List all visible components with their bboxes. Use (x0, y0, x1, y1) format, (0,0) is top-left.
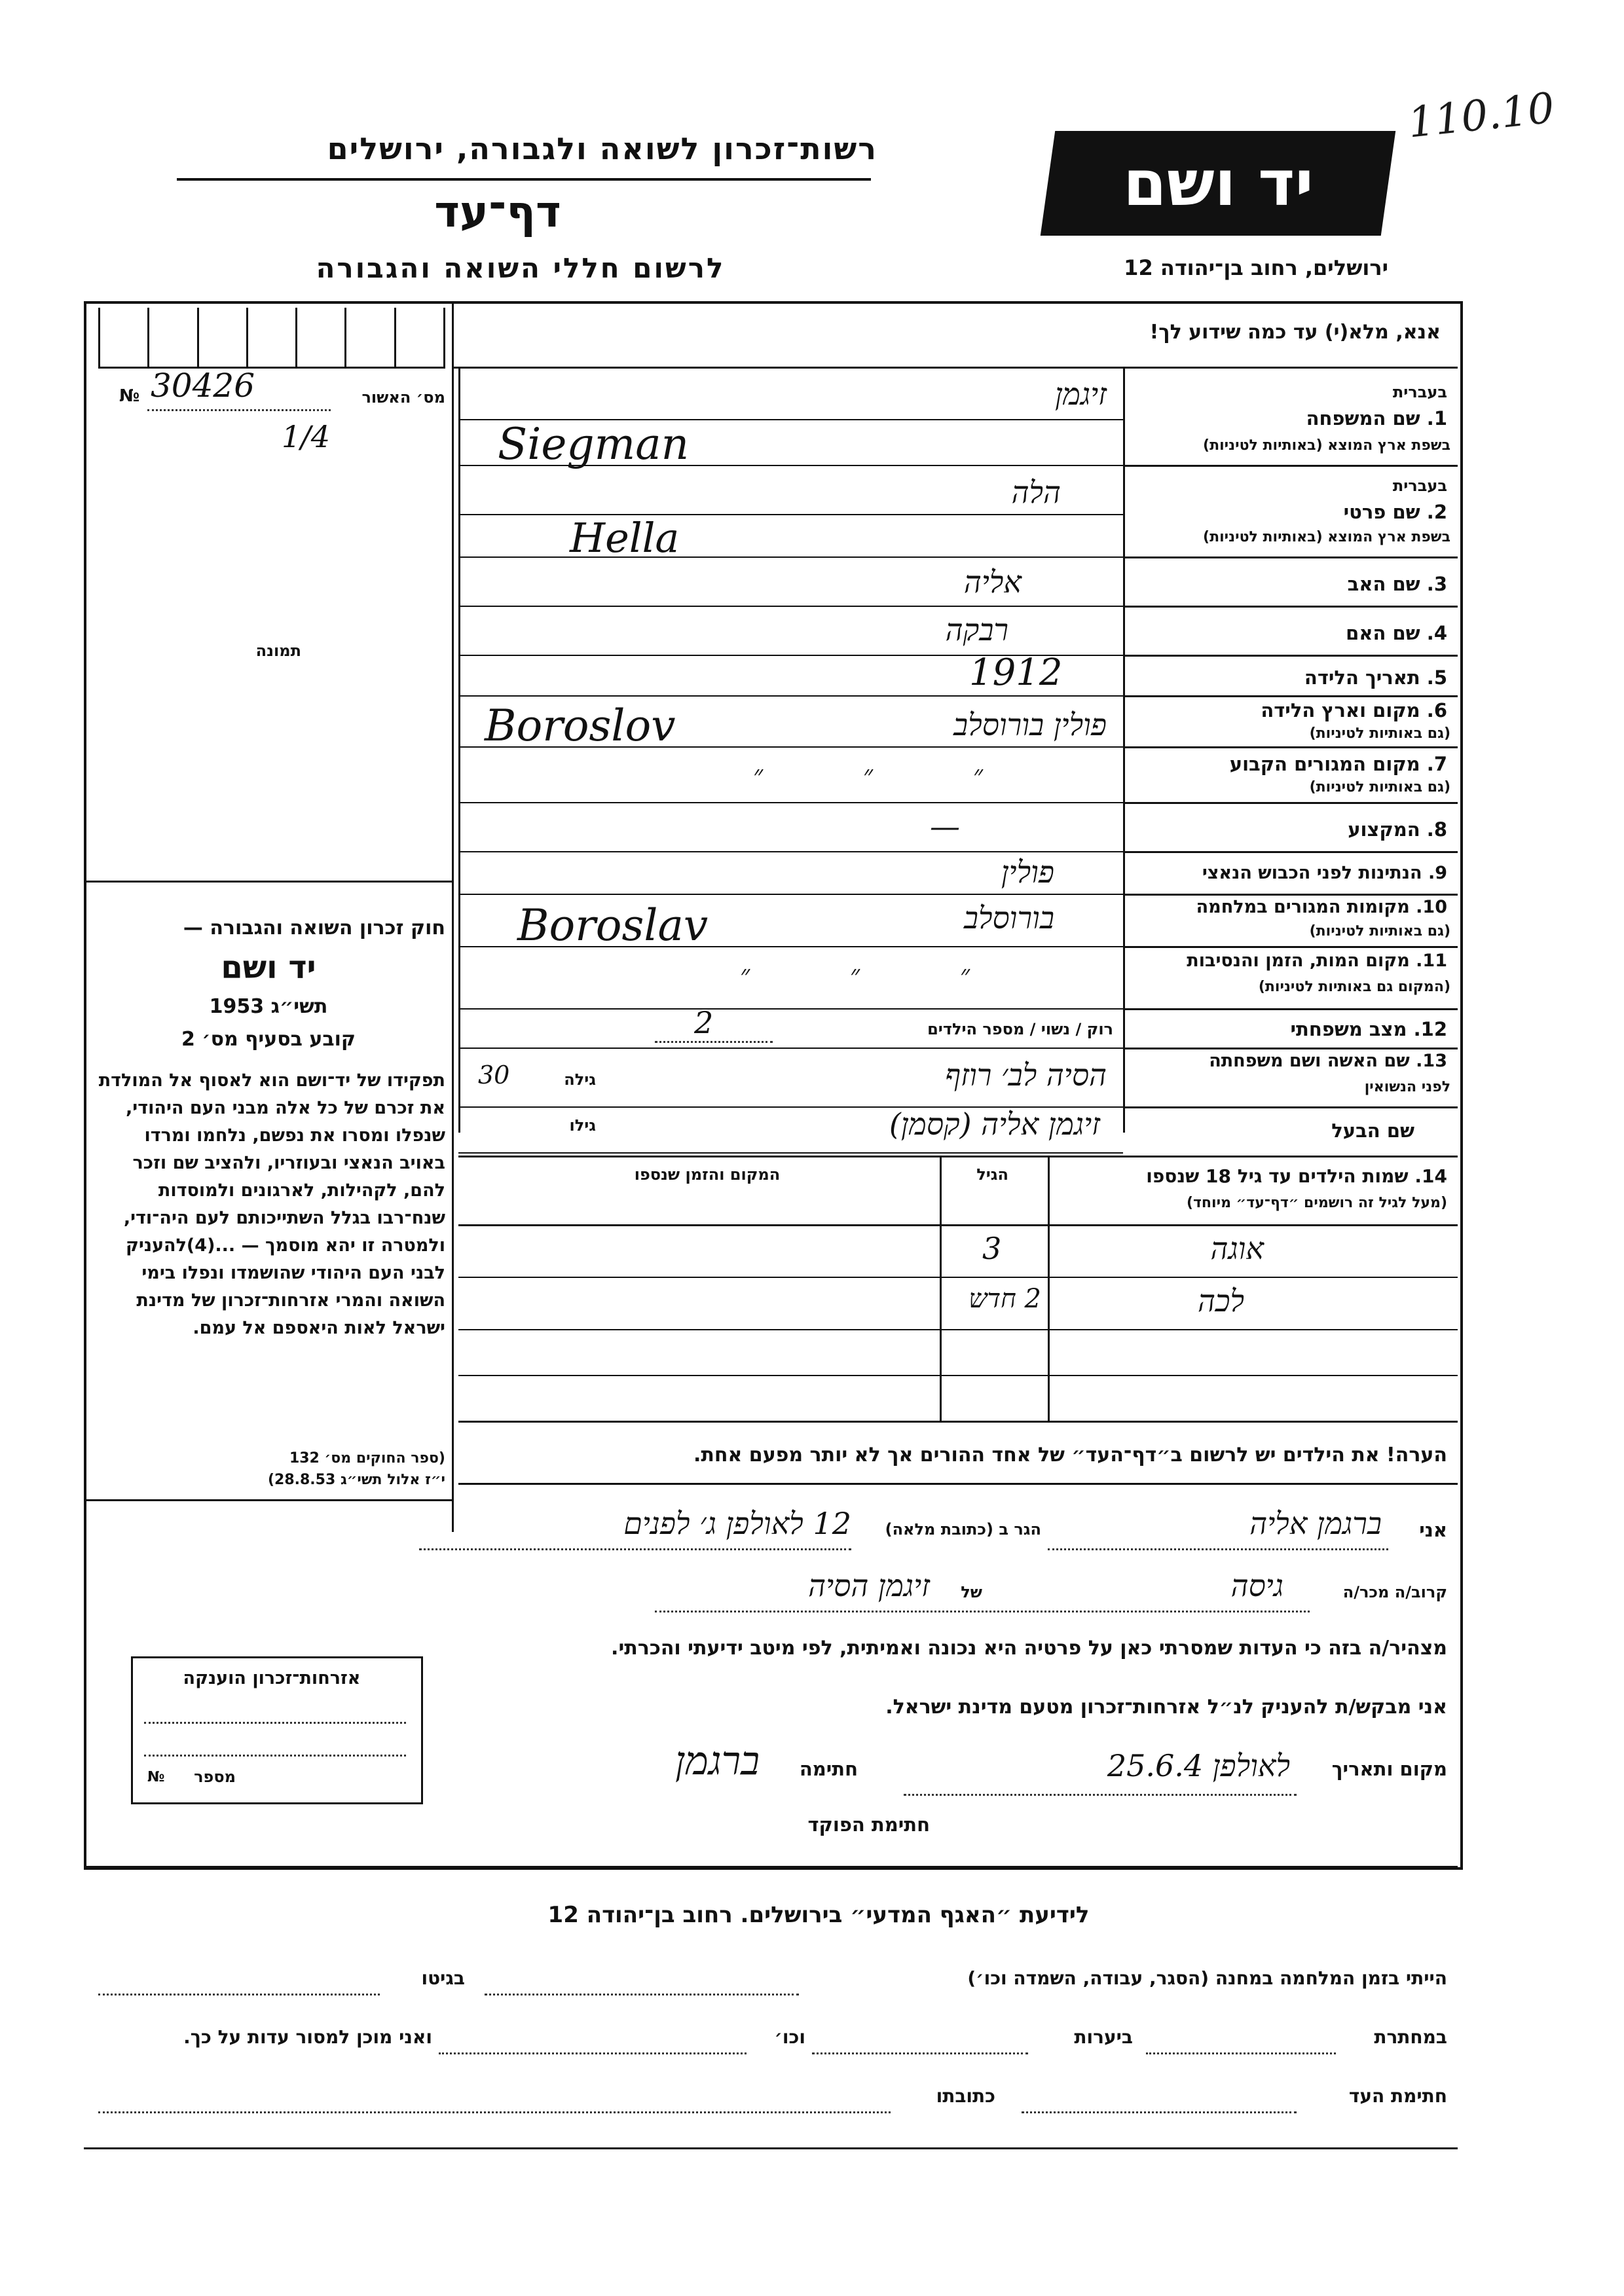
children-bottom-line (458, 1421, 1458, 1423)
row-sep-10 (1123, 946, 1458, 948)
row-sep-13 (1123, 1106, 1458, 1108)
field-5-label: 5. תאריך הלידה (1304, 666, 1447, 689)
decl-official-label: חתימת הפוקד (807, 1813, 930, 1836)
value-line-14 (458, 1152, 1123, 1154)
field-13-label: 13. שם האשה ושם משפחתה (1209, 1051, 1447, 1071)
field-8-label: 8. המקצוע (1348, 818, 1447, 841)
husband-label: שם הבעל (1331, 1120, 1414, 1142)
footer-line1-dots-a (485, 1994, 799, 1995)
children-age-header: הגיל (976, 1165, 1008, 1184)
note-text: הערה! את הילדים יש לרשום ב״דף־העד״ של אחד ההורים אך לא יותר מפעם אחת. (693, 1444, 1447, 1467)
law-clause: קובע בסעיף מס׳ 2 (181, 1028, 356, 1051)
children-title: 14. שמות הילדים עד גיל 18 שנספו (1146, 1165, 1447, 1187)
field-3-value: אליה (963, 564, 1022, 600)
field-3-label: 3. שם האב (1347, 573, 1447, 595)
id-tick-boxes (98, 308, 445, 369)
row-sep-6 (1123, 746, 1458, 748)
address: ירושלים, רחוב בן־יהודה 12 (1124, 255, 1388, 280)
authority-title: רשות־זכרון לשואה ולגבורה, ירושלים (327, 131, 877, 166)
note-bottom-line (458, 1483, 1458, 1485)
footer-line3-witness-signature: חתימת העד (1348, 2085, 1447, 2107)
footer-line2-dots-b (812, 2052, 1028, 2054)
left-column-divider (452, 301, 454, 1532)
row-sep-5 (1123, 695, 1458, 697)
field-11-value: ״ ״ ״ (740, 960, 1016, 990)
decl-place-date-label: מקום ותאריך (1331, 1758, 1447, 1780)
law-text: תפקידו של יד־ושם הוא לאסוף אל המולדת את זכרם של כל אלה מבני העם היהודי, שנפלו ומסרו את נפשם, נלחמו ומרדו באויב הנאצי ובעוזריו, ולהציב שם וזכר להם, לקהילות, לארגונים ולמוסדות שנח־רבו בגלל השתייכותם לעם היה־ודי, ולמטרה זו יהא מוסמך — ...(4)להעניק לבני העם היהודי שהושמדו ונפלו בימי השואה והמרי אזרחות־זכרון של מדינת ישראל לאות היאספם אל עמם. (98, 1070, 445, 1338)
value-line-11 (458, 1008, 1123, 1010)
footer-line2-ready: ואני מוכן למסור עדות על כך. (183, 2026, 432, 2048)
citizenship-no-symbol: № (147, 1769, 165, 1785)
field-10-value-hebrew: בורוסלב (963, 900, 1054, 936)
field-5-value: 1912 (969, 651, 1063, 694)
field-13-age-label: גילה (564, 1070, 596, 1089)
value-line-2b (458, 556, 1123, 558)
value-line-2a (458, 514, 1123, 515)
child-2-name: לכה (1198, 1283, 1244, 1319)
child-2-age: 2 חדש (969, 1284, 1041, 1314)
approval-sub-number: 1/4 (282, 419, 331, 454)
law-ref-2: י״ז אלול תשי״ג 28.8.53) (267, 1472, 445, 1488)
footer-line3-dots-b (98, 2111, 891, 2113)
children-row-line-3 (458, 1375, 1458, 1376)
field-2-value-latin: Hella (570, 514, 680, 562)
approval-no-symbol: № (119, 386, 140, 406)
children-col-1 (940, 1156, 942, 1421)
approval-number: 30426 (151, 367, 255, 405)
field-1-value-latin: Siegman (498, 419, 690, 469)
row-sep-11 (1123, 1008, 1458, 1010)
photo-label: תמונה (255, 642, 301, 660)
husband-value: זיגמן אליה (קסמן) (889, 1106, 1100, 1142)
decl-of-label: של (961, 1583, 982, 1601)
footer-title: לידיעת ״האגף המדעי״ בירושלים. רחוב בן־יהודה 12 (547, 1902, 1090, 1928)
label-column-divider (1123, 367, 1125, 1133)
field-6-value-latin: Boroslov (485, 701, 676, 751)
field-4-label: 4. שם האם (1346, 622, 1447, 644)
intro-text: אנא, מלא(י) עד כמה שידוע לך! (1149, 321, 1441, 344)
value-line-5 (458, 695, 1123, 697)
child-1-name: אוגה (1210, 1231, 1264, 1266)
decl-place-date-value: לאולפן 25.6.4 (1107, 1748, 1290, 1783)
field-13-age-value: 30 (478, 1061, 510, 1089)
citizenship-box-title: אזרחות־זכרון הוענקה (183, 1668, 361, 1688)
row-sep-2 (1123, 556, 1458, 558)
footer-bottom-line (84, 2147, 1458, 2149)
law-name: יד ושם (221, 949, 316, 986)
field-10-value-latin: Boroslav (517, 900, 709, 951)
field-12-dotline (655, 1041, 773, 1043)
field-7-sub: (גם באותיות לטיניות) (1309, 779, 1450, 795)
field-6-label: 6. מקום וארץ הלידה (1261, 699, 1447, 721)
husband-age-label: גילו (569, 1116, 596, 1135)
decl-signature-label: חתימה (799, 1758, 858, 1780)
field-12-label: 12. מצב משפחתי (1290, 1018, 1447, 1040)
footer-line2-underground: במחתרת (1374, 2026, 1447, 2048)
decl-signature-value: ברגמן (674, 1738, 760, 1784)
decl-relative-label: קרוב/ה מכר/ה (1342, 1583, 1447, 1601)
footer-line1-camp: הייתי בזמן המלחמה במחנה (הסגר, עבודה, השמדה וכו׳) (967, 1967, 1447, 1989)
field-9-value: פולין (1001, 854, 1054, 890)
field-7-value: ״ ״ ״ (753, 760, 1029, 790)
decl-statement: מצהיר/ה בזה כי העדות שמסרתי כאן על פרטיה היא נכונה ואמיתית, לפי מיטב ידיעתי והכרתי. (611, 1637, 1447, 1660)
footer-line3-dots-a (1022, 2111, 1297, 2113)
value-line-3 (458, 606, 1123, 607)
field-6-sub: (גם באותיות לטיניות) (1309, 725, 1450, 742)
field-13-value: הסיה לב׳ רוזף (945, 1057, 1107, 1093)
row-sep-12 (1123, 1048, 1458, 1049)
approval-dotline (147, 409, 331, 411)
decl-residing-label: הגר ב (כתובת מלאה) (885, 1520, 1041, 1539)
field-1-sub: בשפת ארץ המוצא (באותיות לטיניות) (1203, 437, 1450, 454)
footer-line2-etc: וכו׳ (774, 2026, 805, 2048)
row-sep-8 (1123, 851, 1458, 853)
form-title: דף־עד (434, 187, 561, 237)
yad-vashem-logo (1041, 131, 1395, 236)
decl-relation-value: גיסה (1230, 1568, 1283, 1603)
law-ref-1: (ספר החוקים מס׳ 132 (289, 1450, 445, 1467)
form-subtitle: לרשום חללי השואה והגבורה (316, 252, 726, 284)
law-title: חוק זכרון השואה והגבורה — (183, 917, 445, 939)
law-bottom-line (84, 1499, 452, 1501)
field-4-value: רבקה (945, 612, 1008, 647)
field-2-sub: בשפת ארץ המוצא (באותיות לטיניות) (1203, 529, 1450, 545)
field-8-value: — (930, 809, 960, 844)
field-2-label: 2. שם פרטי (1343, 501, 1447, 523)
footer-line1-ghetto: בגיטו (421, 1967, 465, 1989)
field-1-label: 1. שם המשפחה (1306, 407, 1447, 429)
citizenship-dotline-2 (144, 1755, 406, 1757)
children-place-header: המקום והזמן שנספו (634, 1165, 781, 1184)
footer-separator (84, 1866, 1458, 1868)
decl-i-am: אני (1419, 1519, 1447, 1541)
value-line-12 (458, 1048, 1123, 1049)
decl-of-dotline (655, 1611, 1310, 1613)
value-line-7 (458, 802, 1123, 803)
decl-address-value: 12 לאולפן ג׳ לפנים (623, 1506, 851, 1541)
field-1-hebrew-tag: בעברית (1392, 383, 1447, 401)
field-2-hebrew-tag: בעברית (1392, 477, 1447, 495)
corner-note: 110.10 (1405, 84, 1557, 148)
intro-underline (452, 367, 1458, 369)
law-top-line (84, 881, 452, 883)
row-sep-4 (1123, 655, 1458, 657)
value-line-8 (458, 851, 1123, 852)
footer-line2-forests: ביערות (1074, 2026, 1133, 2048)
value-column-left (458, 367, 460, 1133)
children-subtitle: (מעל לגיל זה רושמים ״דף־עד״ מיוחד) (1186, 1195, 1447, 1211)
footer-line2-dots-a (1146, 2052, 1336, 2054)
decl-request: אני מבקש/ת להעניק לנ״ל אזרחות־זכרון מטעם מדינת ישראל. (885, 1696, 1447, 1719)
row-sep-3 (1123, 606, 1458, 608)
row-sep-7 (1123, 802, 1458, 804)
value-line-9 (458, 894, 1123, 895)
citizenship-dotline-1 (144, 1722, 406, 1724)
footer-line2-dots-c (439, 2052, 747, 2054)
children-col-2 (1048, 1156, 1050, 1421)
footer-line3-address: כתובתו (936, 2085, 995, 2107)
field-12-value: 2 (694, 1005, 714, 1040)
row-sep-9 (1123, 894, 1458, 896)
field-12-options: רוק / נשוי / מספר הילדים (927, 1020, 1113, 1038)
field-7-label: 7. מקום המגורים הקבוע (1229, 753, 1447, 775)
children-row-line-1 (458, 1277, 1458, 1278)
field-11-sub: (המקום גם באותיות לטיניות) (1258, 979, 1450, 995)
children-row-line-2 (458, 1329, 1458, 1330)
logo-text: יד ושם (1122, 147, 1314, 220)
field-1-value-hebrew: זיגמן (1054, 376, 1107, 412)
decl-name-value: ברגמן אליה (1249, 1506, 1382, 1541)
citizenship-number-label: מספר (194, 1768, 236, 1786)
decl-name-dotline (1048, 1548, 1388, 1550)
field-10-sub: (גם באותיות לטיניות) (1309, 923, 1450, 939)
row-sep-1 (1123, 465, 1458, 467)
approval-label: מס׳ האשור (361, 388, 445, 407)
field-10-label: 10. מקומות המגורים במלחמה (1196, 897, 1447, 917)
field-11-label: 11. מקום המות, הזמן והנסיבות (1187, 951, 1447, 971)
authority-underline (177, 178, 871, 181)
field-13-sub: לפני הנשואין (1364, 1079, 1450, 1095)
child-1-age: 3 (982, 1231, 1002, 1266)
decl-place-date-dotline (904, 1794, 1297, 1796)
decl-address-dotline (419, 1548, 851, 1550)
footer-line1-dots-b (98, 1994, 380, 1995)
children-top-line (458, 1156, 1458, 1157)
field-2-value-hebrew: הלה (1011, 475, 1061, 510)
law-year: תשי״ג 1953 (209, 995, 328, 1018)
children-header-line (458, 1224, 1458, 1226)
field-9-label: 9. הנתינות לפני הכבוש הנאצי (1202, 863, 1447, 883)
field-6-value-hebrew: פולין בורוסלב (953, 707, 1107, 742)
decl-of-value: זיגמן הסיה (808, 1568, 930, 1603)
